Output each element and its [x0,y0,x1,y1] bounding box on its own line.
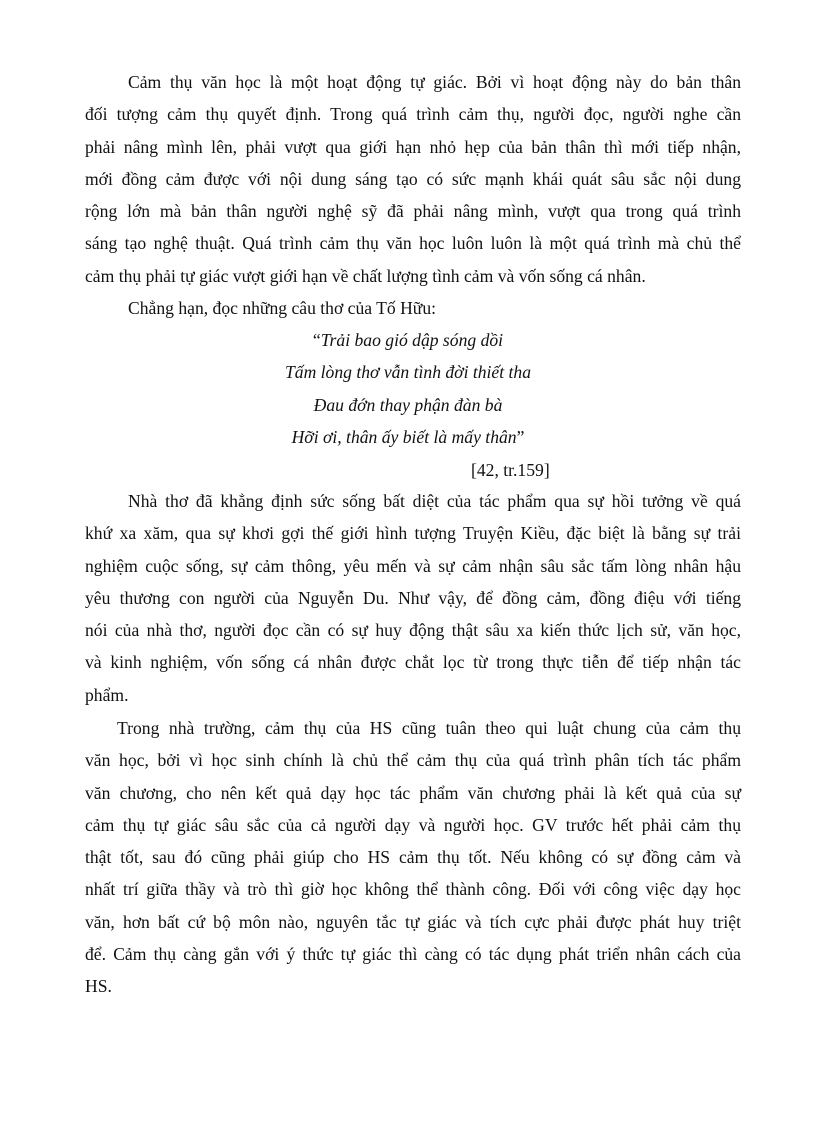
text-line: văn chương, cho nên kết quả dạy học tác phẩm văn chương phải là kết quả của sự [85,782,741,803]
text-line: sáng tạo nghệ thuật. Quá trình cảm thụ văn học luôn luôn là một quá trình mà chủ thể [85,233,741,254]
text-line: Nhà thơ đã khẳng định sức sống bất diệt của tác phẩm qua sự hồi tưởng về quá [128,491,741,511]
text-line: nghiệm cuộc sống, sự cảm thông, yêu mến và sự cảm nhận sâu sắc tấm lòng nhân hậu [85,555,741,576]
text-line: HS. [85,976,112,997]
poem-line-text: Trải bao gió dập sóng dồi [320,330,504,350]
poem-quote [0,324,816,453]
text-line: Cảm thụ văn học là một hoạt động tự giác. Bởi vì hoạt động này do bản thân [128,72,741,92]
citation: [42, tr.159] [471,460,550,480]
text-line: nói của nhà thơ, người đọc cần có sự huy động thật sâu xa kiến thức lịch sử, văn học, [85,620,741,641]
open-quote-mark: “ [312,330,321,350]
text-line: nhất trí giữa thầy và trò thì giờ học không thể thành công. Đối với công việc dạy học [85,879,741,900]
poem-line: Tấm lòng thơ vẫn tình đời thiết tha [284,362,532,383]
text-line: cảm thụ tự giác sâu sắc của cả người dạy và người học. GV trước hết phải cảm thụ [85,814,741,835]
text-line: Trong nhà trường, cảm thụ của HS cũng tuân theo qui luật chung của cảm thụ [117,718,741,738]
text-line: yêu thương con người của Nguyễn Du. Như vậy, để đồng cảm, đồng điệu với tiếng [85,587,741,608]
text-line: phẩm. [85,684,129,705]
poem-line [0,324,816,356]
text-line: phải nâng mình lên, phải vượt qua giới hạn nhỏ hẹp của bản thân thì mới tiếp nhận, [85,136,741,157]
text-line: khứ xa xăm, qua sự khơi gợi thế giới hình tượng Truyện Kiều, đặc biệt là bằng sự trải [85,523,741,544]
text-line: cảm thụ phải tự giác vượt giới hạn về chất lượng tình cảm và vốn sống cá nhân. [85,265,646,286]
text-line: Chẳng hạn, đọc những câu thơ của Tố Hữu: [128,298,437,318]
paragraph-4 [85,712,741,1003]
paragraph-1 [85,66,741,292]
text-line: đối tượng cảm thụ quyết định. Trong quá trình cảm thụ, người đọc, người nghe cần [85,104,741,125]
text-line: và kinh nghiệm, vốn sống cá nhân được chắt lọc từ trong thực tiễn để tiếp nhận tác [85,652,741,673]
text-line: mới đồng cảm được với nội dung sáng tạo có sức mạnh khái quát sâu sắc nội dung [85,168,741,189]
poem-line [0,421,816,453]
poem-line-text: Hỡi ơi, thân ấy biết là mấy thân [291,426,517,447]
paragraph-2 [85,292,741,324]
poem-line: Đau đớn thay phận đàn bà [313,394,503,415]
text-line: văn, hơn bất cứ bộ môn nào, nguyên tắc tự giác và tích cực phải được phát huy triệt [85,911,741,932]
text-line: thật tốt, sau đó cũng phải giúp cho HS cảm thụ tốt. Nếu không có sự đồng cảm và [85,847,741,868]
text-line: văn học, bởi vì học sinh chính là chủ thể cảm thụ của quá trình phân tích tác phẩm [85,750,741,771]
close-quote-mark: ” [516,426,525,447]
paragraph-3 [85,485,741,711]
text-line: để. Cảm thụ càng gắn với ý thức tự giác thì càng có tác dụng phát triển nhân cách của [85,944,741,965]
text-line: rộng lớn mà bản thân người nghệ sỹ đã phải nâng mình, vượt qua trong quá trình [85,201,741,222]
